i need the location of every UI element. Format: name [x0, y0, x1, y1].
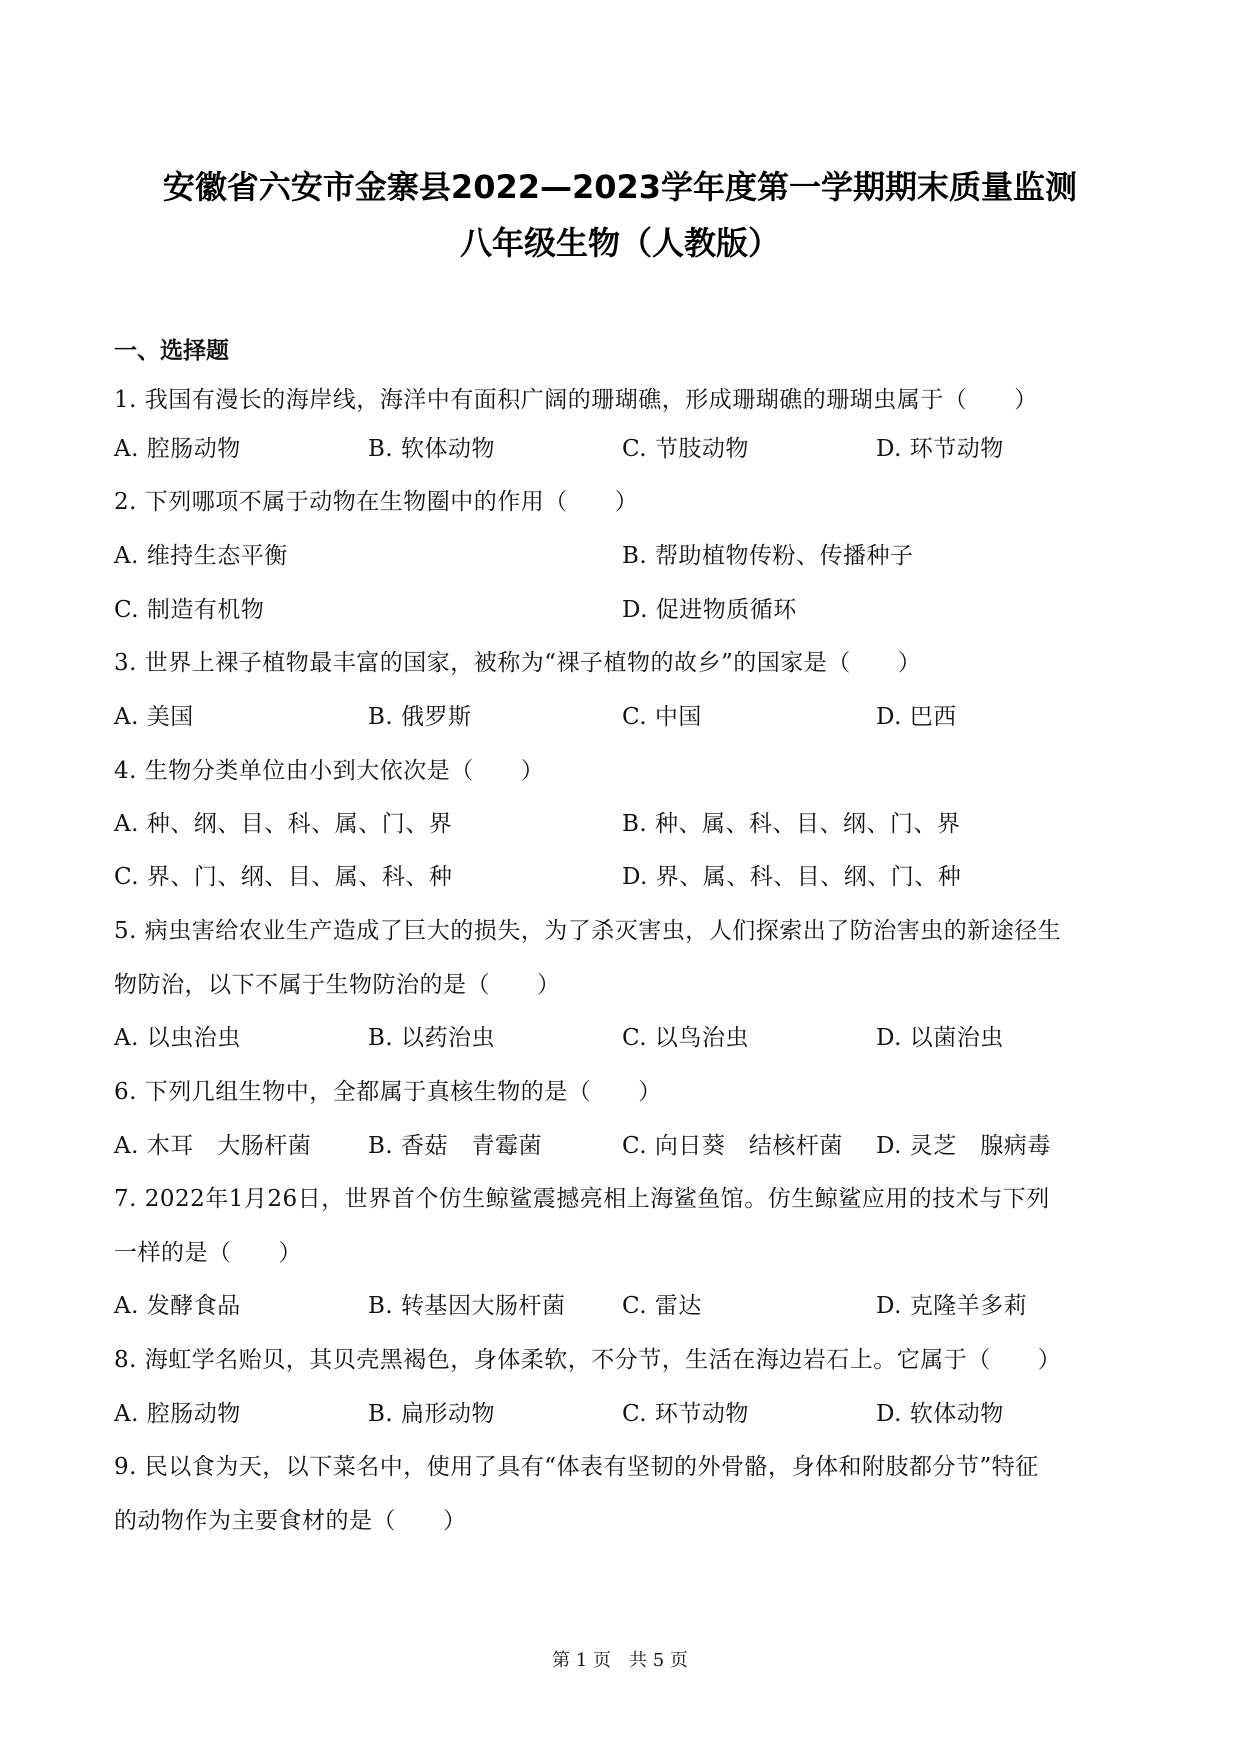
- question-2-option-d: D. 促进物质循环: [622, 597, 797, 623]
- question-5-option-b: B. 以药治虫: [368, 1025, 496, 1051]
- question-3-option-c: C. 中国: [622, 704, 702, 730]
- question-5-option-d: D. 以菌治虫: [876, 1025, 1004, 1051]
- question-5-option-a: A. 以虫治虫: [114, 1025, 241, 1051]
- question-8-option-c: C. 环节动物: [622, 1401, 749, 1427]
- question-8-stem: 8. 海虹学名贻贝，其贝壳黑褐色，身体柔软，不分节，生活在海边岩石上。它属于（ ）: [114, 1347, 1062, 1373]
- question-9-stem-line-1: 9. 民以食为天，以下菜名中，使用了具有“体表有坚韧的外骨骼，身体和附肢都分节”特征: [114, 1454, 1039, 1480]
- exam-subtitle: 八年级生物（人教版）: [459, 224, 780, 262]
- question-3-option-a: A. 美国: [114, 704, 194, 730]
- question-5-stem-line-2: 物防治，以下不属于生物防治的是（ ）: [114, 972, 561, 998]
- question-4-option-c: C. 界、门、纲、目、属、科、种: [114, 864, 453, 890]
- question-1-option-d: D. 环节动物: [876, 436, 1004, 462]
- question-1-option-b: B. 软体动物: [368, 436, 496, 462]
- question-7-stem-line-2: 一样的是（ ）: [114, 1240, 302, 1266]
- question-2-stem: 2. 下列哪项不属于动物在生物圈中的作用（ ）: [114, 489, 639, 515]
- question-2-option-b: B. 帮助植物传粉、传播种子: [622, 543, 914, 569]
- question-1-option-c: C. 节肢动物: [622, 436, 749, 462]
- question-4-stem: 4. 生物分类单位由小到大依次是（ ）: [114, 758, 545, 784]
- question-9-stem-line-2: 的动物作为主要食材的是（ ）: [114, 1508, 467, 1534]
- question-6-stem: 6. 下列几组生物中，全都属于真核生物的是（ ）: [114, 1079, 662, 1105]
- question-7-option-b: B. 转基因大肠杆菌: [368, 1293, 566, 1319]
- question-6-option-a: A. 木耳 大肠杆菌: [114, 1133, 312, 1159]
- question-6-option-d: D. 灵芝 腺病毒: [876, 1133, 1051, 1159]
- question-5-option-c: C. 以鸟治虫: [622, 1025, 749, 1051]
- section-heading: 一、选择题: [114, 338, 229, 364]
- question-7-stem-line-1: 7. 2022年1月26日，世界首个仿生鲸鲨震撼亮相上海鲨鱼馆。仿生鲸鲨应用的技术与下列: [114, 1186, 1050, 1212]
- question-3-stem: 3. 世界上裸子植物最丰富的国家，被称为“裸子植物的故乡”的国家是（ ）: [114, 650, 922, 676]
- question-4-option-a: A. 种、纲、目、科、属、门、界: [114, 811, 453, 837]
- question-7-option-c: C. 雷达: [622, 1293, 702, 1319]
- question-8-option-d: D. 软体动物: [876, 1401, 1004, 1427]
- exam-title: 安徽省六安市金寨县2022—2023学年度第一学期期末质量监测: [162, 168, 1078, 206]
- question-4-option-d: D. 界、属、科、目、纲、门、种: [622, 864, 962, 890]
- page-footer: 第 1 页 共 5 页: [552, 1650, 688, 1671]
- question-5-stem-line-1: 5. 病虫害给农业生产造成了巨大的损失，为了杀灭害虫，人们探索出了防治害虫的新途径生: [114, 918, 1062, 944]
- question-3-option-b: B. 俄罗斯: [368, 704, 472, 730]
- question-8-option-b: B. 扁形动物: [368, 1401, 496, 1427]
- question-6-option-c: C. 向日葵 结核杆菌: [622, 1133, 843, 1159]
- question-8-option-a: A. 腔肠动物: [114, 1401, 241, 1427]
- question-1-option-a: A. 腔肠动物: [114, 436, 241, 462]
- question-1-stem: 1. 我国有漫长的海岸线，海洋中有面积广阔的珊瑚礁，形成珊瑚礁的珊瑚虫属于（ ）: [114, 387, 1038, 413]
- question-3-option-d: D. 巴西: [876, 704, 957, 730]
- question-4-option-b: B. 种、属、科、目、纲、门、界: [622, 811, 961, 837]
- question-7-option-d: D. 克隆羊多莉: [876, 1293, 1028, 1319]
- question-6-option-b: B. 香菇 青霉菌: [368, 1133, 543, 1159]
- question-2-option-a: A. 维持生态平衡: [114, 543, 288, 569]
- question-7-option-a: A. 发酵食品: [114, 1293, 241, 1319]
- question-2-option-c: C. 制造有机物: [114, 597, 265, 623]
